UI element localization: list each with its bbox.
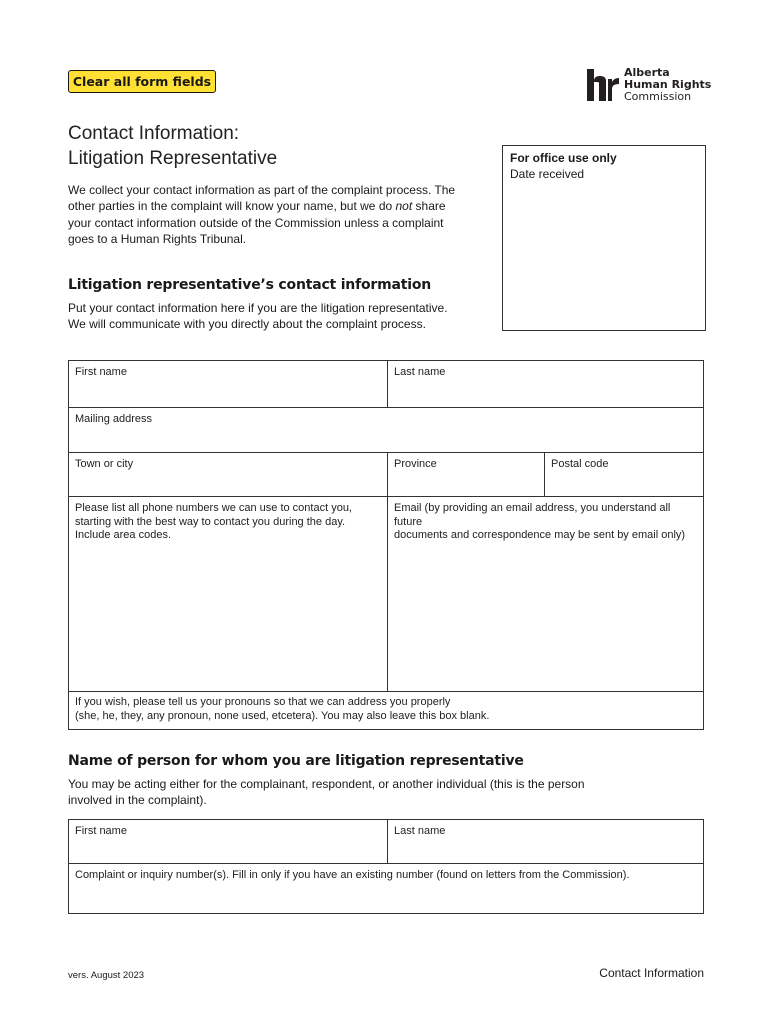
section2-desc-line-2: involved in the complaint). — [68, 793, 207, 808]
section-description-represented-person — [68, 776, 608, 809]
logo-line-commission: Commission — [624, 90, 692, 103]
pronouns-field[interactable] — [69, 692, 703, 729]
section-heading-representative: Litigation representative’s contact information — [68, 277, 432, 293]
page-title — [68, 121, 277, 171]
pronouns-label-line-1: If you wish, please tell us your pronouns so that we can address you properly — [75, 696, 451, 708]
intro-emphasis: not — [395, 199, 413, 214]
phone-label-line-3: Include area codes. — [75, 529, 172, 541]
logo-line-human-rights: Human Rights — [624, 78, 712, 91]
intro-text-after: share your contact information outside of the Commission unless a complaint goes to a Human Rights Tribunal. — [68, 199, 446, 246]
phone-label-line-1: Please list all phone numbers we can use to contact you, — [75, 502, 352, 514]
town-city-label: Town or city — [75, 458, 134, 470]
footer-page-label: Contact Information — [599, 966, 704, 980]
intro-text-before: We collect your contact information as part of the complaint process. The other parties in the complaint will know your name, but we do — [68, 183, 456, 214]
section1-desc-line-2: We will communicate with you directly about the complaint process. — [68, 317, 426, 332]
representative-contact-form — [68, 360, 704, 730]
logo-line-alberta: Alberta — [624, 66, 670, 79]
section1-desc-line-1: Put your contact information here if you are the litigation representative. — [68, 301, 448, 315]
person-last-name-label: Last name — [394, 825, 446, 837]
mailing-address-field[interactable] — [69, 408, 703, 453]
title-line-1: Contact Information: — [68, 123, 240, 144]
phone-numbers-field[interactable] — [69, 497, 388, 692]
section-description-representative — [68, 300, 608, 333]
person-first-name-label: First name — [75, 825, 127, 837]
email-label-line-1: Email (by providing an email address, you understand all future — [394, 502, 671, 528]
logo-text — [624, 67, 711, 103]
last-name-label: Last name — [394, 366, 446, 378]
first-name-label: First name — [75, 366, 127, 378]
office-use-title: For office use only — [510, 151, 617, 165]
phone-label-line-2: starting with the best way to contact you during the day. — [75, 515, 346, 528]
mailing-address-label: Mailing address — [75, 413, 153, 425]
person-first-name-field[interactable] — [69, 820, 388, 864]
section2-desc-line-1: You may be acting either for the complainant, respondent, or another individual (this is the person — [68, 777, 585, 791]
section-heading-represented-person: Name of person for whom you are litigation representative — [68, 753, 524, 769]
intro-paragraph — [68, 182, 468, 247]
last-name-field[interactable] — [388, 361, 703, 408]
email-label-line-2: documents and correspondence may be sent by email only) — [394, 529, 686, 541]
version-label: vers. August 2023 — [68, 970, 145, 981]
province-field[interactable] — [388, 453, 545, 497]
town-city-field[interactable] — [69, 453, 388, 497]
first-name-field[interactable] — [69, 361, 388, 408]
postal-code-field[interactable] — [545, 453, 703, 497]
complaint-number-label: Complaint or inquiry number(s). Fill in only if you have an existing number (found on letters from the Commission). — [75, 869, 630, 881]
email-field[interactable] — [388, 497, 703, 692]
date-received-label: Date received — [510, 167, 585, 181]
person-last-name-field[interactable] — [388, 820, 703, 864]
hr-logo-icon — [586, 67, 620, 103]
ahrc-logo — [586, 66, 712, 105]
pronouns-label-line-2: (she, he, they, any pronoun, none used, etcetera). You may also leave this box blank. — [75, 709, 490, 722]
complaint-number-field[interactable] — [69, 864, 703, 913]
represented-person-form — [68, 819, 704, 914]
province-label: Province — [394, 458, 437, 470]
postal-code-label: Postal code — [551, 458, 609, 470]
title-line-2: Litigation Representative — [68, 148, 278, 169]
clear-all-button[interactable]: Clear all form fields — [68, 70, 216, 93]
